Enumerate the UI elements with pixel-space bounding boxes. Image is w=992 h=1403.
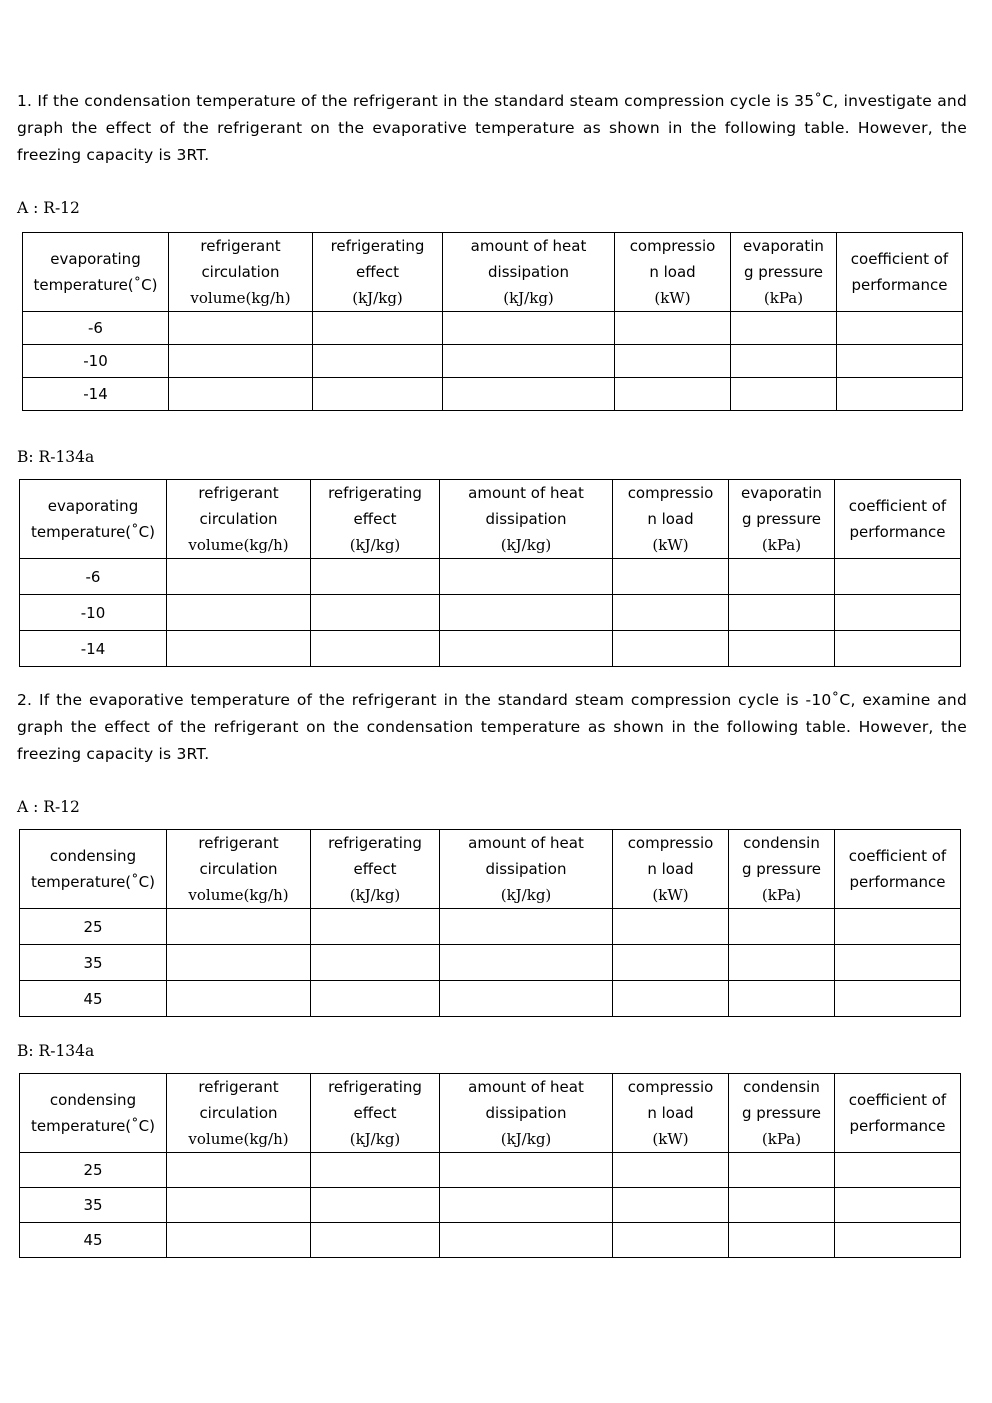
blank-cell[interactable] bbox=[311, 559, 440, 595]
header-line: refrigerating bbox=[328, 484, 422, 502]
blank-cell[interactable] bbox=[313, 312, 443, 345]
header-cell bbox=[167, 830, 311, 909]
header-line: refrigerant bbox=[198, 484, 279, 502]
header-line: amount of heat bbox=[468, 484, 584, 502]
header-cell bbox=[169, 233, 313, 312]
blank-cell[interactable] bbox=[731, 345, 837, 378]
header-cell bbox=[311, 1074, 440, 1153]
temperature-cell: 25 bbox=[20, 909, 167, 945]
blank-cell[interactable] bbox=[167, 595, 311, 631]
header-line: (kPa) bbox=[761, 536, 802, 554]
blank-cell[interactable] bbox=[731, 378, 837, 411]
header-cell bbox=[613, 480, 729, 559]
header-cell bbox=[835, 1074, 961, 1153]
temperature-cell: -6 bbox=[23, 312, 169, 345]
header-line: compressio bbox=[627, 484, 714, 502]
header-line: (kW) bbox=[652, 536, 689, 554]
blank-cell[interactable] bbox=[613, 631, 729, 667]
header-line: condensing bbox=[49, 847, 137, 865]
table-row bbox=[23, 378, 963, 411]
question-1-text: 1. If the condensation temperature of the refrigerant in the standard steam compression cycle is 35˚C, investigate and graph the effect of the refrigerant on the evaporative temperature as shown in the following table. However, the freezing capacity is 3RT. bbox=[17, 92, 967, 164]
blank-cell[interactable] bbox=[167, 1188, 311, 1223]
temperature-cell: 45 bbox=[20, 1223, 167, 1258]
blank-cell[interactable] bbox=[837, 378, 963, 411]
blank-cell[interactable] bbox=[311, 1153, 440, 1188]
blank-cell[interactable] bbox=[835, 559, 961, 595]
header-line: amount of heat bbox=[470, 237, 587, 255]
header-row bbox=[23, 233, 963, 312]
blank-cell[interactable] bbox=[440, 559, 613, 595]
header-line: temperature(˚C) bbox=[31, 873, 155, 891]
header-cell bbox=[615, 233, 731, 312]
table-row bbox=[23, 345, 963, 378]
blank-cell[interactable] bbox=[443, 312, 615, 345]
blank-cell[interactable] bbox=[835, 1153, 961, 1188]
blank-cell[interactable] bbox=[729, 909, 835, 945]
blank-cell[interactable] bbox=[169, 312, 313, 345]
blank-cell[interactable] bbox=[729, 981, 835, 1017]
header-cell bbox=[167, 1074, 311, 1153]
header-line: n load bbox=[649, 263, 696, 281]
table-1b-label: B: R-134a bbox=[17, 448, 95, 466]
temperature-cell: -14 bbox=[20, 631, 167, 667]
header-line: volume(kg/h) bbox=[188, 886, 289, 904]
header-line: effect bbox=[353, 510, 397, 528]
blank-cell[interactable] bbox=[835, 1188, 961, 1223]
blank-cell[interactable] bbox=[443, 345, 615, 378]
blank-cell[interactable] bbox=[835, 595, 961, 631]
header-line: volume(kg/h) bbox=[190, 289, 291, 307]
temperature-cell: -6 bbox=[20, 559, 167, 595]
header-cell bbox=[729, 1074, 835, 1153]
blank-cell[interactable] bbox=[311, 595, 440, 631]
temperature-cell: 35 bbox=[20, 1188, 167, 1223]
blank-cell[interactable] bbox=[613, 1223, 729, 1258]
table-2b-label: B: R-134a bbox=[17, 1042, 95, 1060]
table-row bbox=[20, 981, 961, 1017]
table-row bbox=[20, 595, 961, 631]
header-cell bbox=[440, 480, 613, 559]
blank-cell[interactable] bbox=[167, 1223, 311, 1258]
header-line: amount of heat bbox=[468, 834, 584, 852]
header-line: (kJ/kg) bbox=[352, 289, 403, 307]
header-line: evaporatin bbox=[743, 237, 824, 255]
header-cell bbox=[613, 830, 729, 909]
header-cell bbox=[613, 1074, 729, 1153]
blank-cell[interactable] bbox=[613, 595, 729, 631]
header-cell bbox=[20, 830, 167, 909]
header-line: refrigerating bbox=[330, 237, 425, 255]
blank-cell[interactable] bbox=[311, 909, 440, 945]
header-line: performance bbox=[851, 276, 948, 294]
header-line: g pressure bbox=[741, 510, 822, 528]
table-row bbox=[20, 1188, 961, 1223]
blank-cell[interactable] bbox=[837, 345, 963, 378]
header-line: (kW) bbox=[652, 1130, 689, 1148]
blank-cell[interactable] bbox=[169, 378, 313, 411]
blank-cell[interactable] bbox=[311, 981, 440, 1017]
table-row bbox=[20, 559, 961, 595]
header-line: dissipation bbox=[485, 1104, 567, 1122]
header-cell bbox=[311, 830, 440, 909]
header-cell bbox=[440, 1074, 613, 1153]
question-2-text: 2. If the evaporative temperature of the refrigerant in the standard steam compression cycle is -10˚C, examine and graph the effect of the refrigerant on the condensation temperature as shown in the following table. However, the freezing capacity is 3RT. bbox=[17, 691, 967, 763]
header-line: performance bbox=[849, 1117, 946, 1135]
blank-cell[interactable] bbox=[615, 345, 731, 378]
header-line: refrigerant bbox=[200, 237, 281, 255]
header-line: dissipation bbox=[488, 263, 569, 281]
blank-cell[interactable] bbox=[835, 909, 961, 945]
header-line: (kJ/kg) bbox=[500, 536, 552, 554]
header-line: coefficient of bbox=[848, 847, 947, 865]
header-line: evaporatin bbox=[741, 484, 822, 502]
table-1a-label: A : R-12 bbox=[17, 199, 80, 217]
header-line: n load bbox=[647, 510, 694, 528]
table-2b-r134a bbox=[19, 1073, 961, 1258]
blank-cell[interactable] bbox=[837, 312, 963, 345]
header-cell bbox=[311, 480, 440, 559]
blank-cell[interactable] bbox=[311, 1223, 440, 1258]
blank-cell[interactable] bbox=[167, 1153, 311, 1188]
blank-cell[interactable] bbox=[440, 595, 613, 631]
header-line: (kJ/kg) bbox=[349, 536, 401, 554]
blank-cell[interactable] bbox=[835, 1223, 961, 1258]
table-row bbox=[23, 312, 963, 345]
blank-cell[interactable] bbox=[729, 1153, 835, 1188]
blank-cell[interactable] bbox=[615, 312, 731, 345]
header-cell bbox=[443, 233, 615, 312]
blank-cell[interactable] bbox=[729, 1188, 835, 1223]
blank-cell[interactable] bbox=[835, 945, 961, 981]
header-line: coefficient of bbox=[848, 497, 947, 515]
blank-cell[interactable] bbox=[440, 631, 613, 667]
table-row bbox=[20, 1153, 961, 1188]
blank-cell[interactable] bbox=[167, 945, 311, 981]
table-2a-r12 bbox=[19, 829, 961, 1017]
temperature-cell: 45 bbox=[20, 981, 167, 1017]
header-line: coefficient of bbox=[850, 250, 949, 268]
header-line: compressio bbox=[627, 834, 714, 852]
blank-cell[interactable] bbox=[835, 631, 961, 667]
blank-cell[interactable] bbox=[440, 909, 613, 945]
blank-cell[interactable] bbox=[440, 1153, 613, 1188]
header-line: temperature(˚C) bbox=[31, 1117, 155, 1135]
header-line: performance bbox=[849, 873, 946, 891]
header-line: (kW) bbox=[654, 289, 691, 307]
blank-cell[interactable] bbox=[311, 945, 440, 981]
blank-cell[interactable] bbox=[311, 1188, 440, 1223]
header-line: g pressure bbox=[743, 263, 824, 281]
header-cell bbox=[835, 480, 961, 559]
blank-cell[interactable] bbox=[440, 945, 613, 981]
blank-cell[interactable] bbox=[613, 1188, 729, 1223]
blank-cell[interactable] bbox=[729, 1223, 835, 1258]
header-line: circulation bbox=[199, 1104, 278, 1122]
table-2a-label: A : R-12 bbox=[17, 798, 80, 816]
header-line: effect bbox=[353, 860, 397, 878]
header-cell bbox=[20, 1074, 167, 1153]
blank-cell[interactable] bbox=[729, 631, 835, 667]
blank-cell[interactable] bbox=[729, 945, 835, 981]
header-line: (kJ/kg) bbox=[349, 1130, 401, 1148]
header-line: (kJ/kg) bbox=[349, 886, 401, 904]
header-line: amount of heat bbox=[468, 1078, 584, 1096]
blank-cell[interactable] bbox=[440, 1188, 613, 1223]
temperature-cell: 25 bbox=[20, 1153, 167, 1188]
table-row bbox=[20, 1223, 961, 1258]
table-row bbox=[20, 909, 961, 945]
header-line: temperature(˚C) bbox=[33, 276, 158, 294]
blank-cell[interactable] bbox=[167, 909, 311, 945]
header-line: condensin bbox=[743, 1078, 820, 1096]
header-line: evaporating bbox=[47, 497, 139, 515]
header-line: g pressure bbox=[741, 860, 822, 878]
blank-cell[interactable] bbox=[731, 312, 837, 345]
header-cell bbox=[23, 233, 169, 312]
header-cell bbox=[837, 233, 963, 312]
header-cell bbox=[20, 480, 167, 559]
blank-cell[interactable] bbox=[313, 345, 443, 378]
header-line: dissipation bbox=[485, 860, 567, 878]
blank-cell[interactable] bbox=[169, 345, 313, 378]
blank-cell[interactable] bbox=[443, 378, 615, 411]
header-cell bbox=[167, 480, 311, 559]
table-row bbox=[20, 945, 961, 981]
blank-cell[interactable] bbox=[311, 631, 440, 667]
header-line: effect bbox=[353, 1104, 397, 1122]
blank-cell[interactable] bbox=[613, 1153, 729, 1188]
header-line: n load bbox=[647, 1104, 694, 1122]
blank-cell[interactable] bbox=[167, 981, 311, 1017]
blank-cell[interactable] bbox=[613, 945, 729, 981]
header-row bbox=[20, 1074, 961, 1153]
header-line: condensin bbox=[743, 834, 820, 852]
header-line: coefficient of bbox=[848, 1091, 947, 1109]
header-line: compressio bbox=[629, 237, 716, 255]
header-line: compressio bbox=[627, 1078, 714, 1096]
blank-cell[interactable] bbox=[167, 631, 311, 667]
header-cell bbox=[729, 830, 835, 909]
header-line: effect bbox=[356, 263, 399, 281]
temperature-cell: -10 bbox=[23, 345, 169, 378]
blank-cell[interactable] bbox=[613, 909, 729, 945]
header-line: (kPa) bbox=[763, 289, 804, 307]
blank-cell[interactable] bbox=[615, 378, 731, 411]
blank-cell[interactable] bbox=[729, 559, 835, 595]
header-row bbox=[20, 480, 961, 559]
temperature-cell: -10 bbox=[20, 595, 167, 631]
header-line: (kJ/kg) bbox=[500, 1130, 552, 1148]
header-line: n load bbox=[647, 860, 694, 878]
table-1a-r12 bbox=[22, 232, 963, 411]
header-line: evaporating bbox=[50, 250, 141, 268]
header-line: volume(kg/h) bbox=[188, 1130, 289, 1148]
header-line: (kJ/kg) bbox=[503, 289, 554, 307]
header-line: circulation bbox=[199, 510, 278, 528]
header-line: refrigerant bbox=[198, 834, 279, 852]
header-line: volume(kg/h) bbox=[188, 536, 289, 554]
header-cell bbox=[729, 480, 835, 559]
header-row bbox=[20, 830, 961, 909]
header-line: refrigerating bbox=[328, 1078, 422, 1096]
header-cell bbox=[835, 830, 961, 909]
table-row bbox=[20, 631, 961, 667]
header-cell bbox=[313, 233, 443, 312]
header-line: (kPa) bbox=[761, 886, 802, 904]
blank-cell[interactable] bbox=[613, 559, 729, 595]
blank-cell[interactable] bbox=[313, 378, 443, 411]
header-line: g pressure bbox=[741, 1104, 822, 1122]
blank-cell[interactable] bbox=[440, 981, 613, 1017]
header-line: circulation bbox=[199, 860, 278, 878]
blank-cell[interactable] bbox=[835, 981, 961, 1017]
header-line: refrigerant bbox=[198, 1078, 279, 1096]
header-line: refrigerating bbox=[328, 834, 422, 852]
blank-cell[interactable] bbox=[167, 559, 311, 595]
temperature-cell: -14 bbox=[23, 378, 169, 411]
table-1b-r134a bbox=[19, 479, 961, 667]
header-line: condensing bbox=[49, 1091, 137, 1109]
header-line: performance bbox=[849, 523, 946, 541]
header-line: (kW) bbox=[652, 886, 689, 904]
temperature-cell: 35 bbox=[20, 945, 167, 981]
blank-cell[interactable] bbox=[729, 595, 835, 631]
blank-cell[interactable] bbox=[440, 1223, 613, 1258]
header-cell bbox=[440, 830, 613, 909]
header-line: circulation bbox=[201, 263, 280, 281]
header-line: dissipation bbox=[485, 510, 567, 528]
blank-cell[interactable] bbox=[613, 981, 729, 1017]
header-line: (kJ/kg) bbox=[500, 886, 552, 904]
header-line: temperature(˚C) bbox=[31, 523, 155, 541]
header-cell bbox=[731, 233, 837, 312]
header-line: (kPa) bbox=[761, 1130, 802, 1148]
